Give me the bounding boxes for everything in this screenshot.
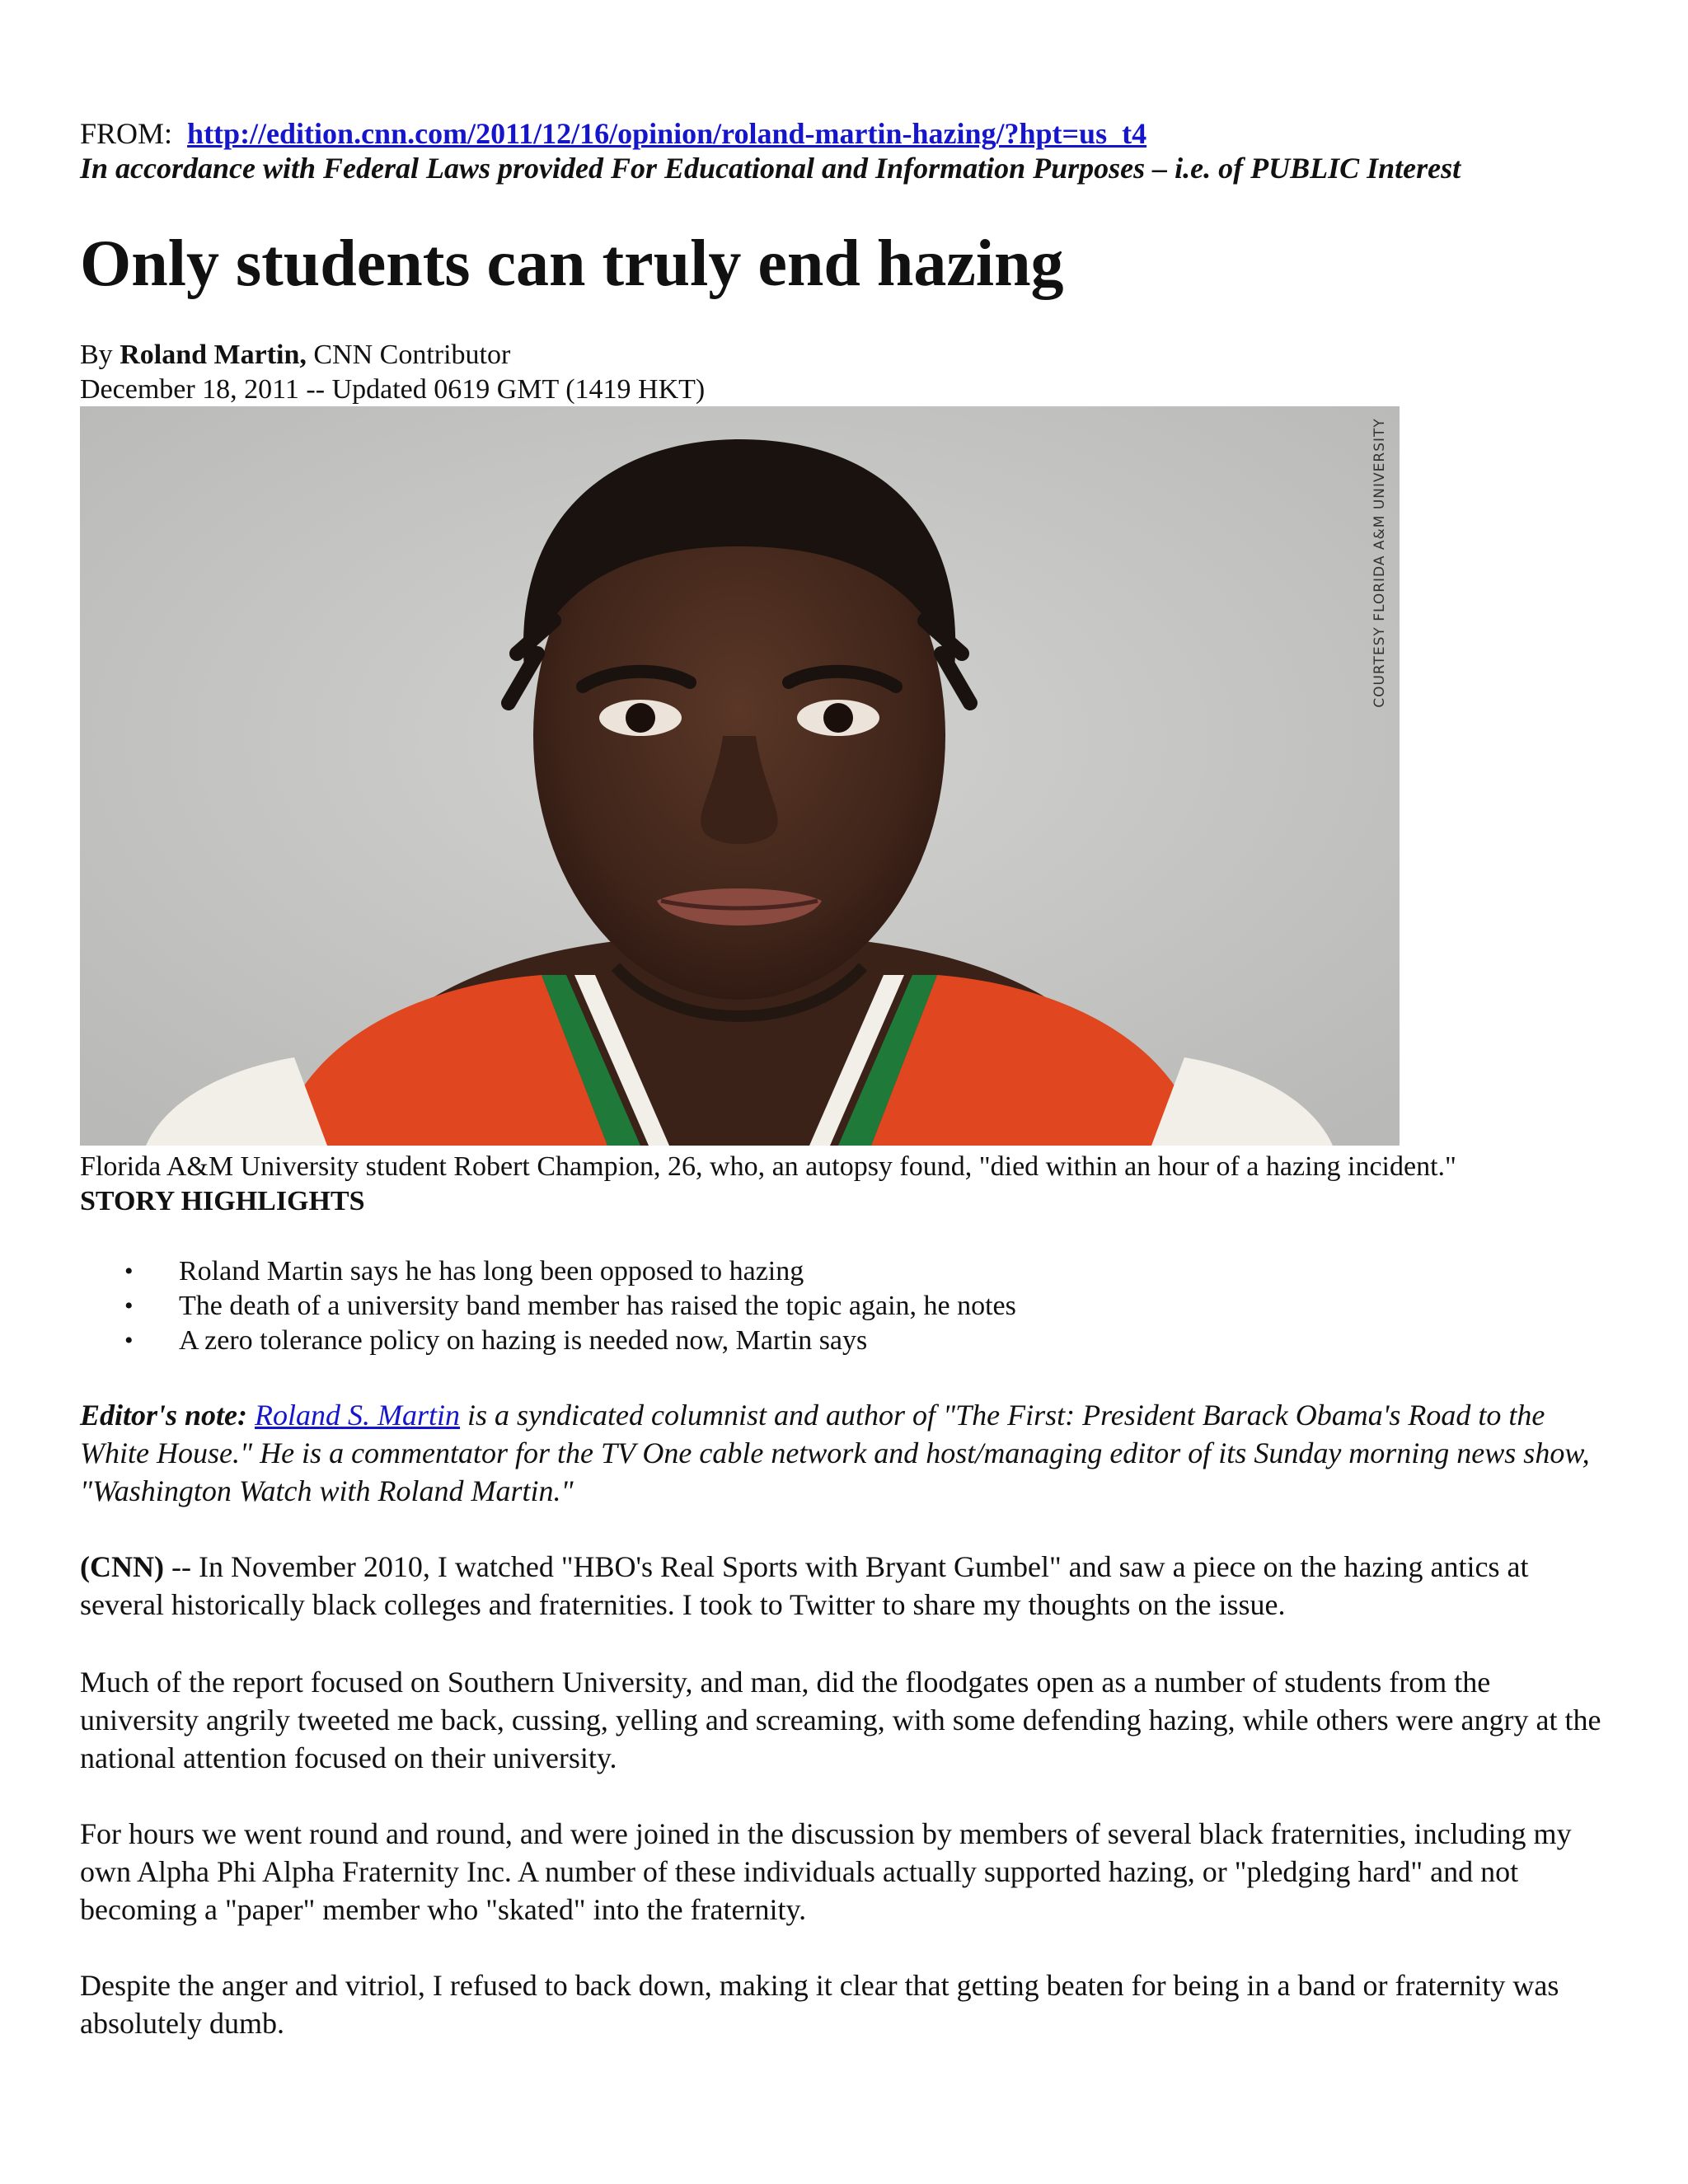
cnn-lead: (CNN)	[80, 1550, 164, 1583]
article-headline: Only students can truly end hazing	[80, 227, 1064, 300]
article-paragraph: (CNN) -- In November 2010, I watched "HBO's Real Sports with Bryant Gumbel" and saw a piece on the hazing antics at several historically black colleges and fraternities. I took to Twitter to share my thoughts on the issue.	[80, 1550, 1529, 1621]
article-paragraph: For hours we went round and round, and were joined in the discussion by members of several black fraternities, including my own Alpha Phi Alpha Fraternity Inc. A number of these individuals actually supported hazing, or "pledging hard" and not becoming a "paper" member who "skated" into the fraternity.	[80, 1817, 1572, 1926]
source-prefix: FROM:	[80, 117, 173, 150]
article-paragraph: Despite the anger and vitriol, I refused to back down, making it clear that getting beaten for being in a band or fraternity was absolutely dumb.	[80, 1969, 1559, 2040]
byline	[80, 338, 510, 373]
article-photo	[80, 406, 1400, 1146]
article-paragraph: Much of the report focused on Southern University, and man, did the floodgates open as a number of students from the university angrily tweeted me back, cussing, yelling and screaming, with some defending hazing, while others were angry at the national attention focused on their university.	[80, 1666, 1601, 1774]
byline-by: By	[80, 340, 113, 370]
author-role: CNN Contributor	[313, 340, 511, 370]
photo-caption: Florida A&M University student Robert Champion, 26, who, an autopsy found, "died within an hour of a hazing incident."	[80, 1151, 1456, 1182]
author-name: Roland Martin,	[120, 340, 307, 370]
highlight-item: • Roland Martin says he has long been opposed to hazing	[80, 1254, 1016, 1289]
editors-note-label: Editor's note:	[80, 1399, 248, 1432]
editors-note	[80, 1396, 1613, 1510]
source-url-link[interactable]: http://edition.cnn.com/2011/12/16/opinion/roland-martin-hazing/?hpt=us_t4	[187, 117, 1147, 150]
story-highlights-title: STORY HIGHLIGHTS	[80, 1186, 365, 1216]
legal-notice: In accordance with Federal Laws provided For Educational and Information Purposes – i.e. of PUBLIC Interest	[80, 152, 1461, 185]
portrait-illustration	[80, 406, 1400, 1146]
dateline: December 18, 2011 -- Updated 0619 GMT (1419 HKT)	[80, 374, 706, 405]
story-highlights-list	[80, 1254, 1016, 1358]
highlight-item: • The death of a university band member has raised the topic again, he notes	[80, 1289, 1016, 1324]
source-line	[80, 115, 1146, 152]
author-profile-link[interactable]: Roland S. Martin	[255, 1399, 461, 1432]
photo-credit: COURTESY FLORIDA A&M UNIVERSITY	[1372, 418, 1389, 708]
editors-note-text: is a syndicated columnist and author of "The First: President Barack Obama's Road to the White House." He is a commentator for the TV One cable network and host/managing editor of its Sunday morning news show, "Washington Watch with Roland Martin."	[80, 1399, 1590, 1507]
highlight-item: • A zero tolerance policy on hazing is needed now, Martin says	[80, 1324, 1016, 1358]
